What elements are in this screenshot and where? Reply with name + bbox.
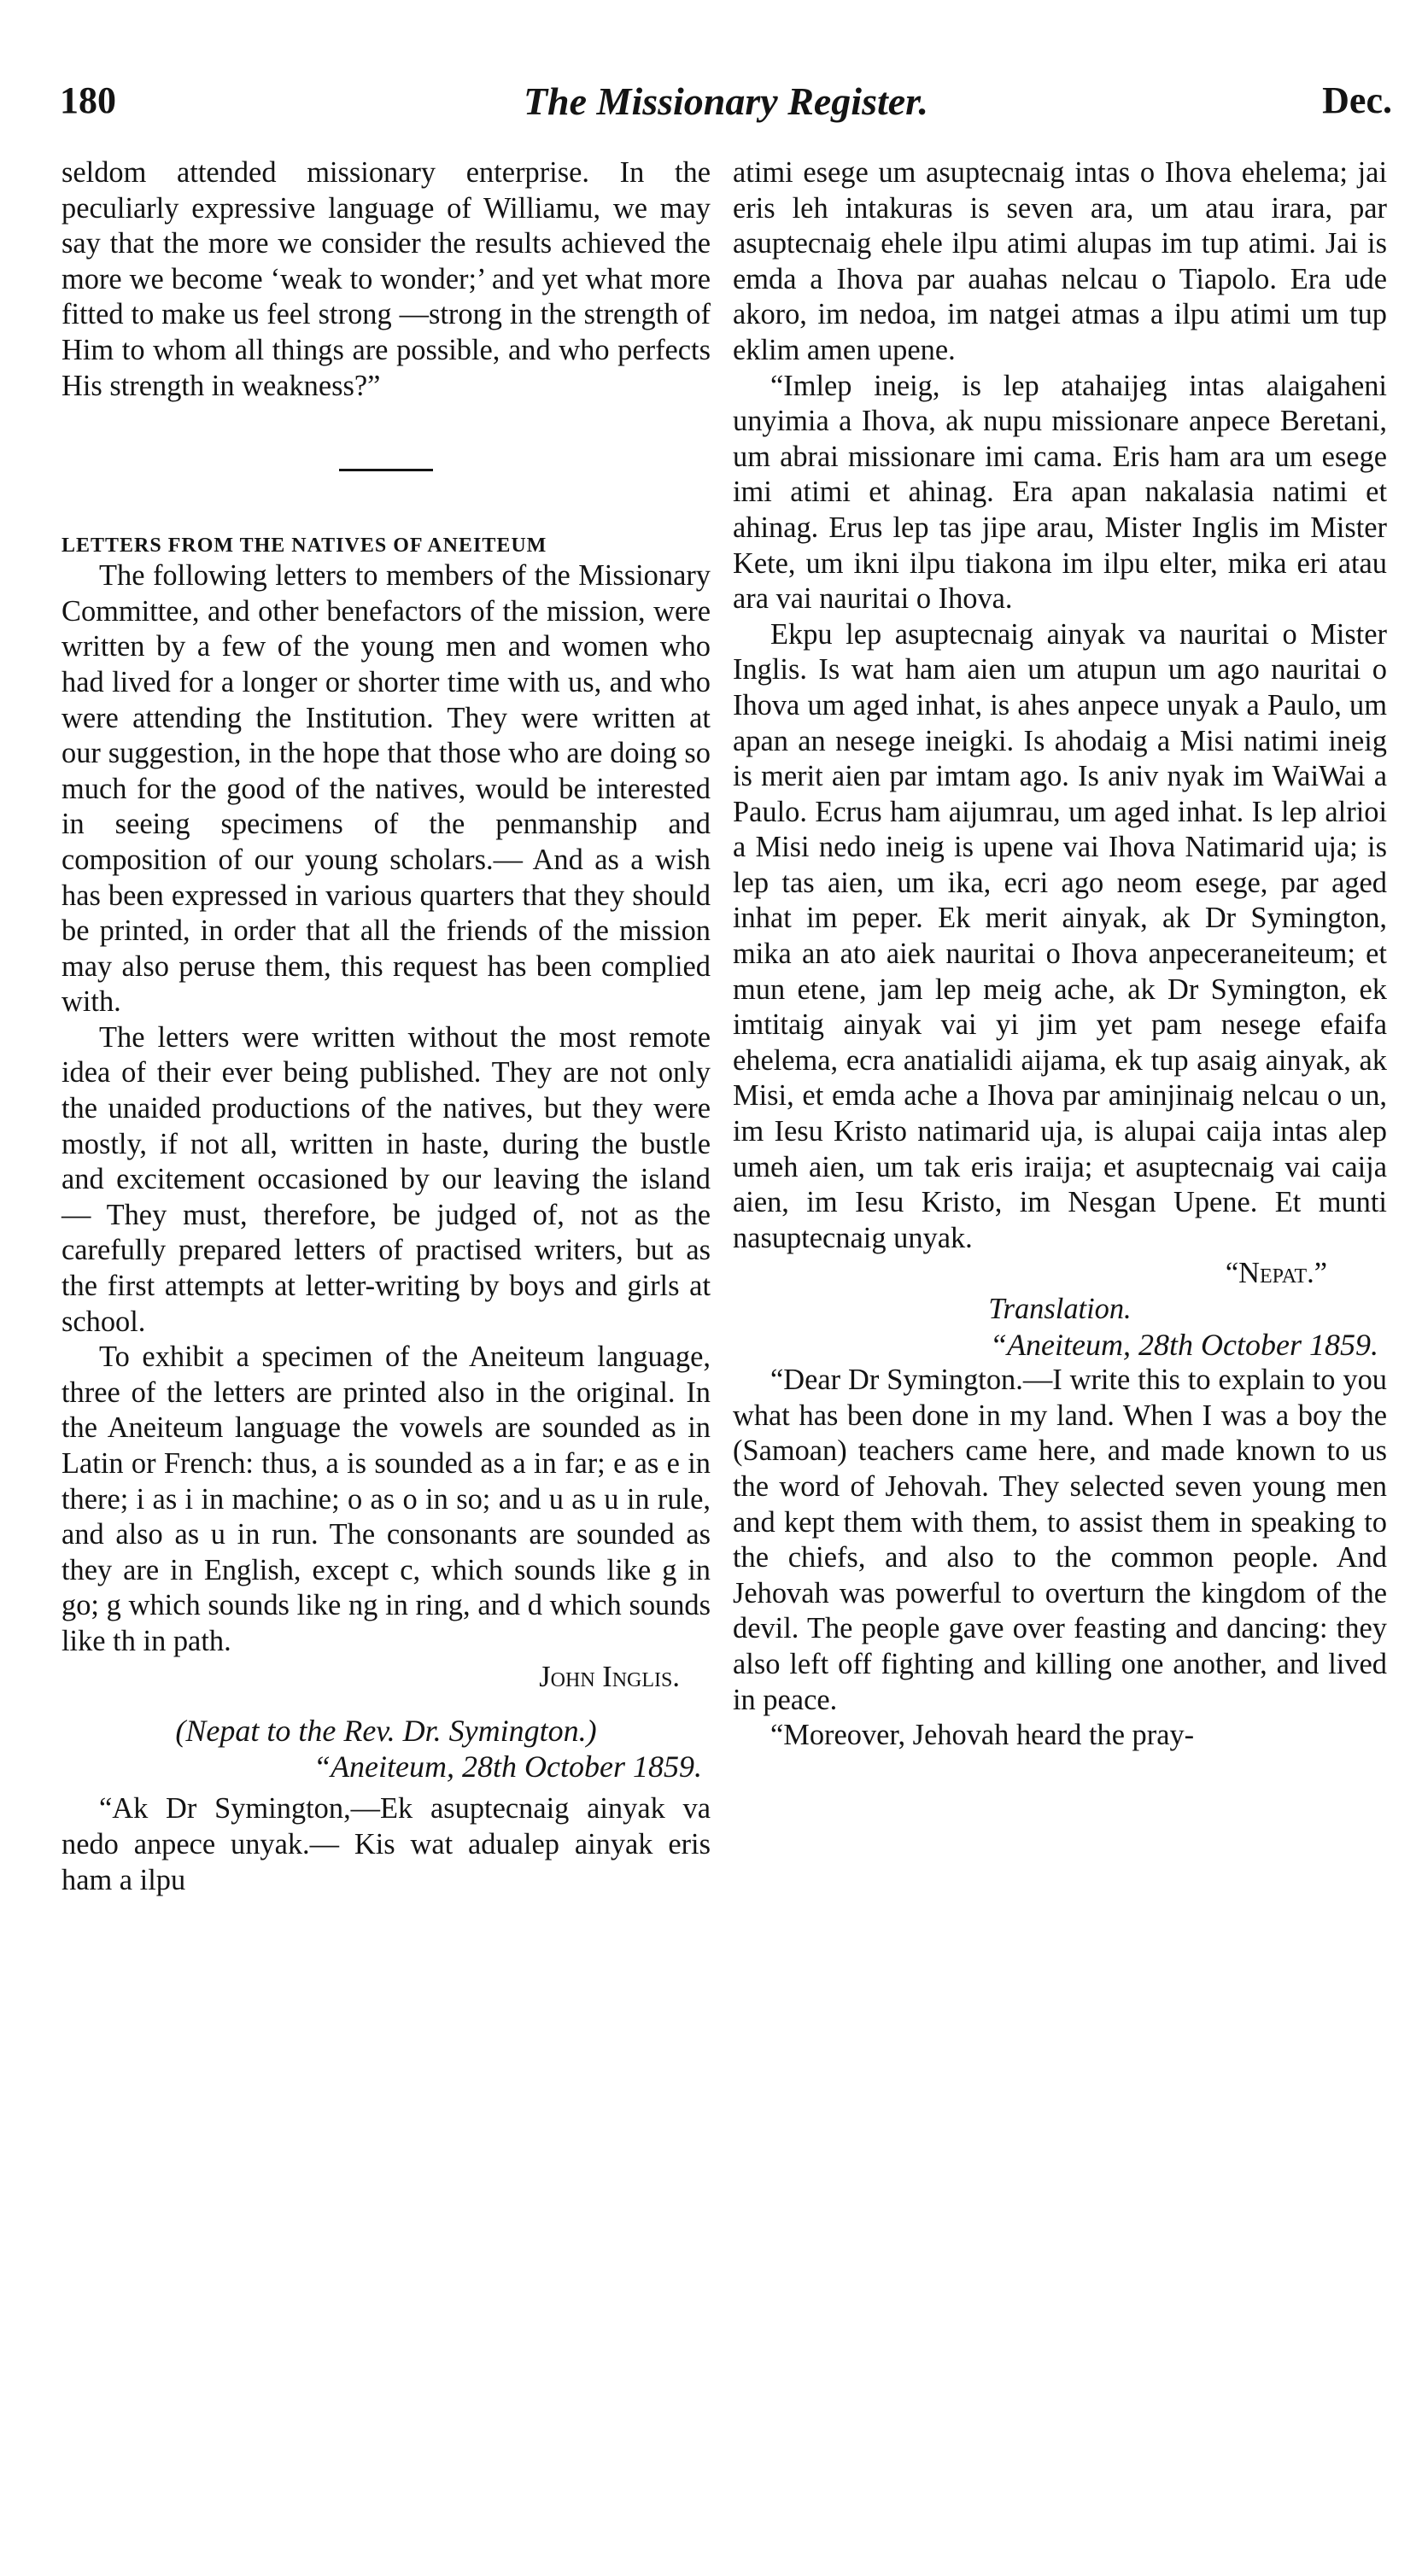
- signature-john-inglis: John Inglis.: [539, 1660, 680, 1693]
- body-paragraph: The following letters to members of the Missionary Committee, and other benefactors of the mission, were written by a few of the young men and women who had lived for a longer or shorter time with us, and who were attending the Institution. They were written at our suggestion, in the hope that those who are doing so much for the good of the natives, would be interested in seeing specimens of the penmanship and composition of our young scholars.— And as a wish has been expressed in various quarters that they should be printed, in order that all the friends of the mission may also peruse them, this request has been complied with.: [61, 559, 711, 1019]
- body-paragraph: Ekpu lep asuptecnaig ainyak va nauritai o Mister Inglis. Is wat ham aien um atupun um ago nauritai o Ihova um aged inhat, is ahes anpece unyak a Paulo, um apan an nesege ineigki. Is ahodaig a Misi natimi ineig is merit aien par imtam ago. Is aniv nyak im WaiWai a Paulo. Ecrus ham aijumrau, um aged inhat. Is lep alrioi a Misi nedo ineig is upene vai Ihova Natimarid uja; is lep tas aien, um ika, ecri ago neom esege, par aged inhat im peper. Ek merit ainyak, ak Dr Symington, mika an ato aiek nauritai o Ihova anpeceraneiteum; et mun etene, jam lep meig ache, ak Dr Symington, ek imtitaig ainyak vai yi jim yet pam nesege efaifa ehelema, ecra anatialidi aijama, ek tup asaig ainyak, ak Misi, et emda ache a Ihova par aminjinaig nelcau o un, im Iesu Kristo natimarid uja, is alupai caija intas alep umeh aien, um tak eris iraija; et asuptecnaig vai caija aien, im Iesu Kristo, im Nesgan Upene. Et munti nasuptecnaig unyak.: [733, 617, 1387, 1254]
- left-column: [61, 155, 711, 1898]
- body-paragraph: “Imlep ineig, is lep atahaijeg intas alaigaheni unyimia a Ihova, ak nupu missionare anpece Beretani, um abrai missionare imi cama. Eris ham ara um esege imi atimi et ahinag. Era apan nakalasia natimi et ahinag. Erus lep tas jipe arau, Mister Inglis im Mister Kete, um ikni ilpu tiakona im ilpu elter, mika eri atau ara vai nauritai o Ihova.: [733, 369, 1387, 616]
- body-paragraph: The letters were written without the most remote idea of their ever being published. They are not only the unaided productions of the natives, but they were mostly, if not all, written in haste, during the bustle and excitement occasioned by our leaving the island — They must, therefore, be judged of, not as the carefully prepared letters of practised writers, but as the first attempts at letter-writing by boys and girls at school.: [61, 1020, 711, 1338]
- right-column: [733, 155, 1387, 1754]
- page-number: 180: [60, 79, 116, 121]
- header-month: Dec.: [1322, 79, 1392, 121]
- opening-paragraph: seldom attended missionary enterprise. In the peculiarly expressive language of Williamu, we may say that the more we consider the results achieved the more we become ‘weak to wonder;’ and yet what more fitted to make us feel strong —strong in the strength of Him to whom all things are possible, and who perfects His strength in weakness?”: [61, 156, 711, 402]
- page-header: [60, 79, 1392, 130]
- letter-title: (Nepat to the Rev. Dr. Symington.): [175, 1714, 597, 1749]
- body-paragraph: To exhibit a specimen of the Aneiteum language, three of the letters are printed also in the original. In the Aneiteum language the vowels are sounded as in Latin or French: thus, a is sounded as a in far; e as e in there; i as i in machine; o as o in so; and u as u in rule, and also as u in run. The consonants are sounded as they are in English, except c, which sounds like g in go; g which sounds like ng in ring, and d which sounds like th in path.: [61, 1341, 711, 1657]
- journal-title: The Missionary Register.: [523, 79, 929, 123]
- translation-paragraph: “Dear Dr Symington.—I write this to explain to you what has been done in my land. When I was a boy the (Samoan) teachers came here, and made known to us the word of Jehovah. They selected seven young men and kept them with them, to assist them in speaking to the chiefs, and also to the common people. And Jehovah was powerful to overturn the kingdom of the devil. The people gave over feasting and dancing: they also left off fighting and killing one another, and lived in peace.: [733, 1364, 1387, 1716]
- translation-paragraph: “Moreover, Jehovah heard the pray-: [770, 1719, 1195, 1752]
- section-heading: LETTERS FROM THE NATIVES OF ANEITEUM: [61, 534, 547, 558]
- translation-dateline: “Aneiteum, 28th October 1859.: [990, 1327, 1378, 1362]
- letter-opening: “Ak Dr Symington,—Ek asuptecnaig ainyak va nedo anpece unyak.— Kis wat adualep ainyak eris ham a ilpu: [61, 1792, 711, 1896]
- signature-nepat: “Nepat.”: [1225, 1257, 1327, 1290]
- body-paragraph: atimi esege um asuptecnaig intas o Ihova ehelema; jai eris leh intakuras is seven ara, um atau irara, par asuptecnaig ehele ilpu atimi alupas im tup atimi. Jai is emda a Ihova par auahas nelcau o Tiapolo. Era ude akoro, im nedoa, im natgei atmas a ilpu atimi um tup eklim amen upene.: [733, 156, 1387, 366]
- translation-heading: Translation.: [988, 1293, 1132, 1325]
- letter-dateline: “Aneiteum, 28th October 1859.: [313, 1749, 702, 1784]
- section-divider: [339, 469, 433, 471]
